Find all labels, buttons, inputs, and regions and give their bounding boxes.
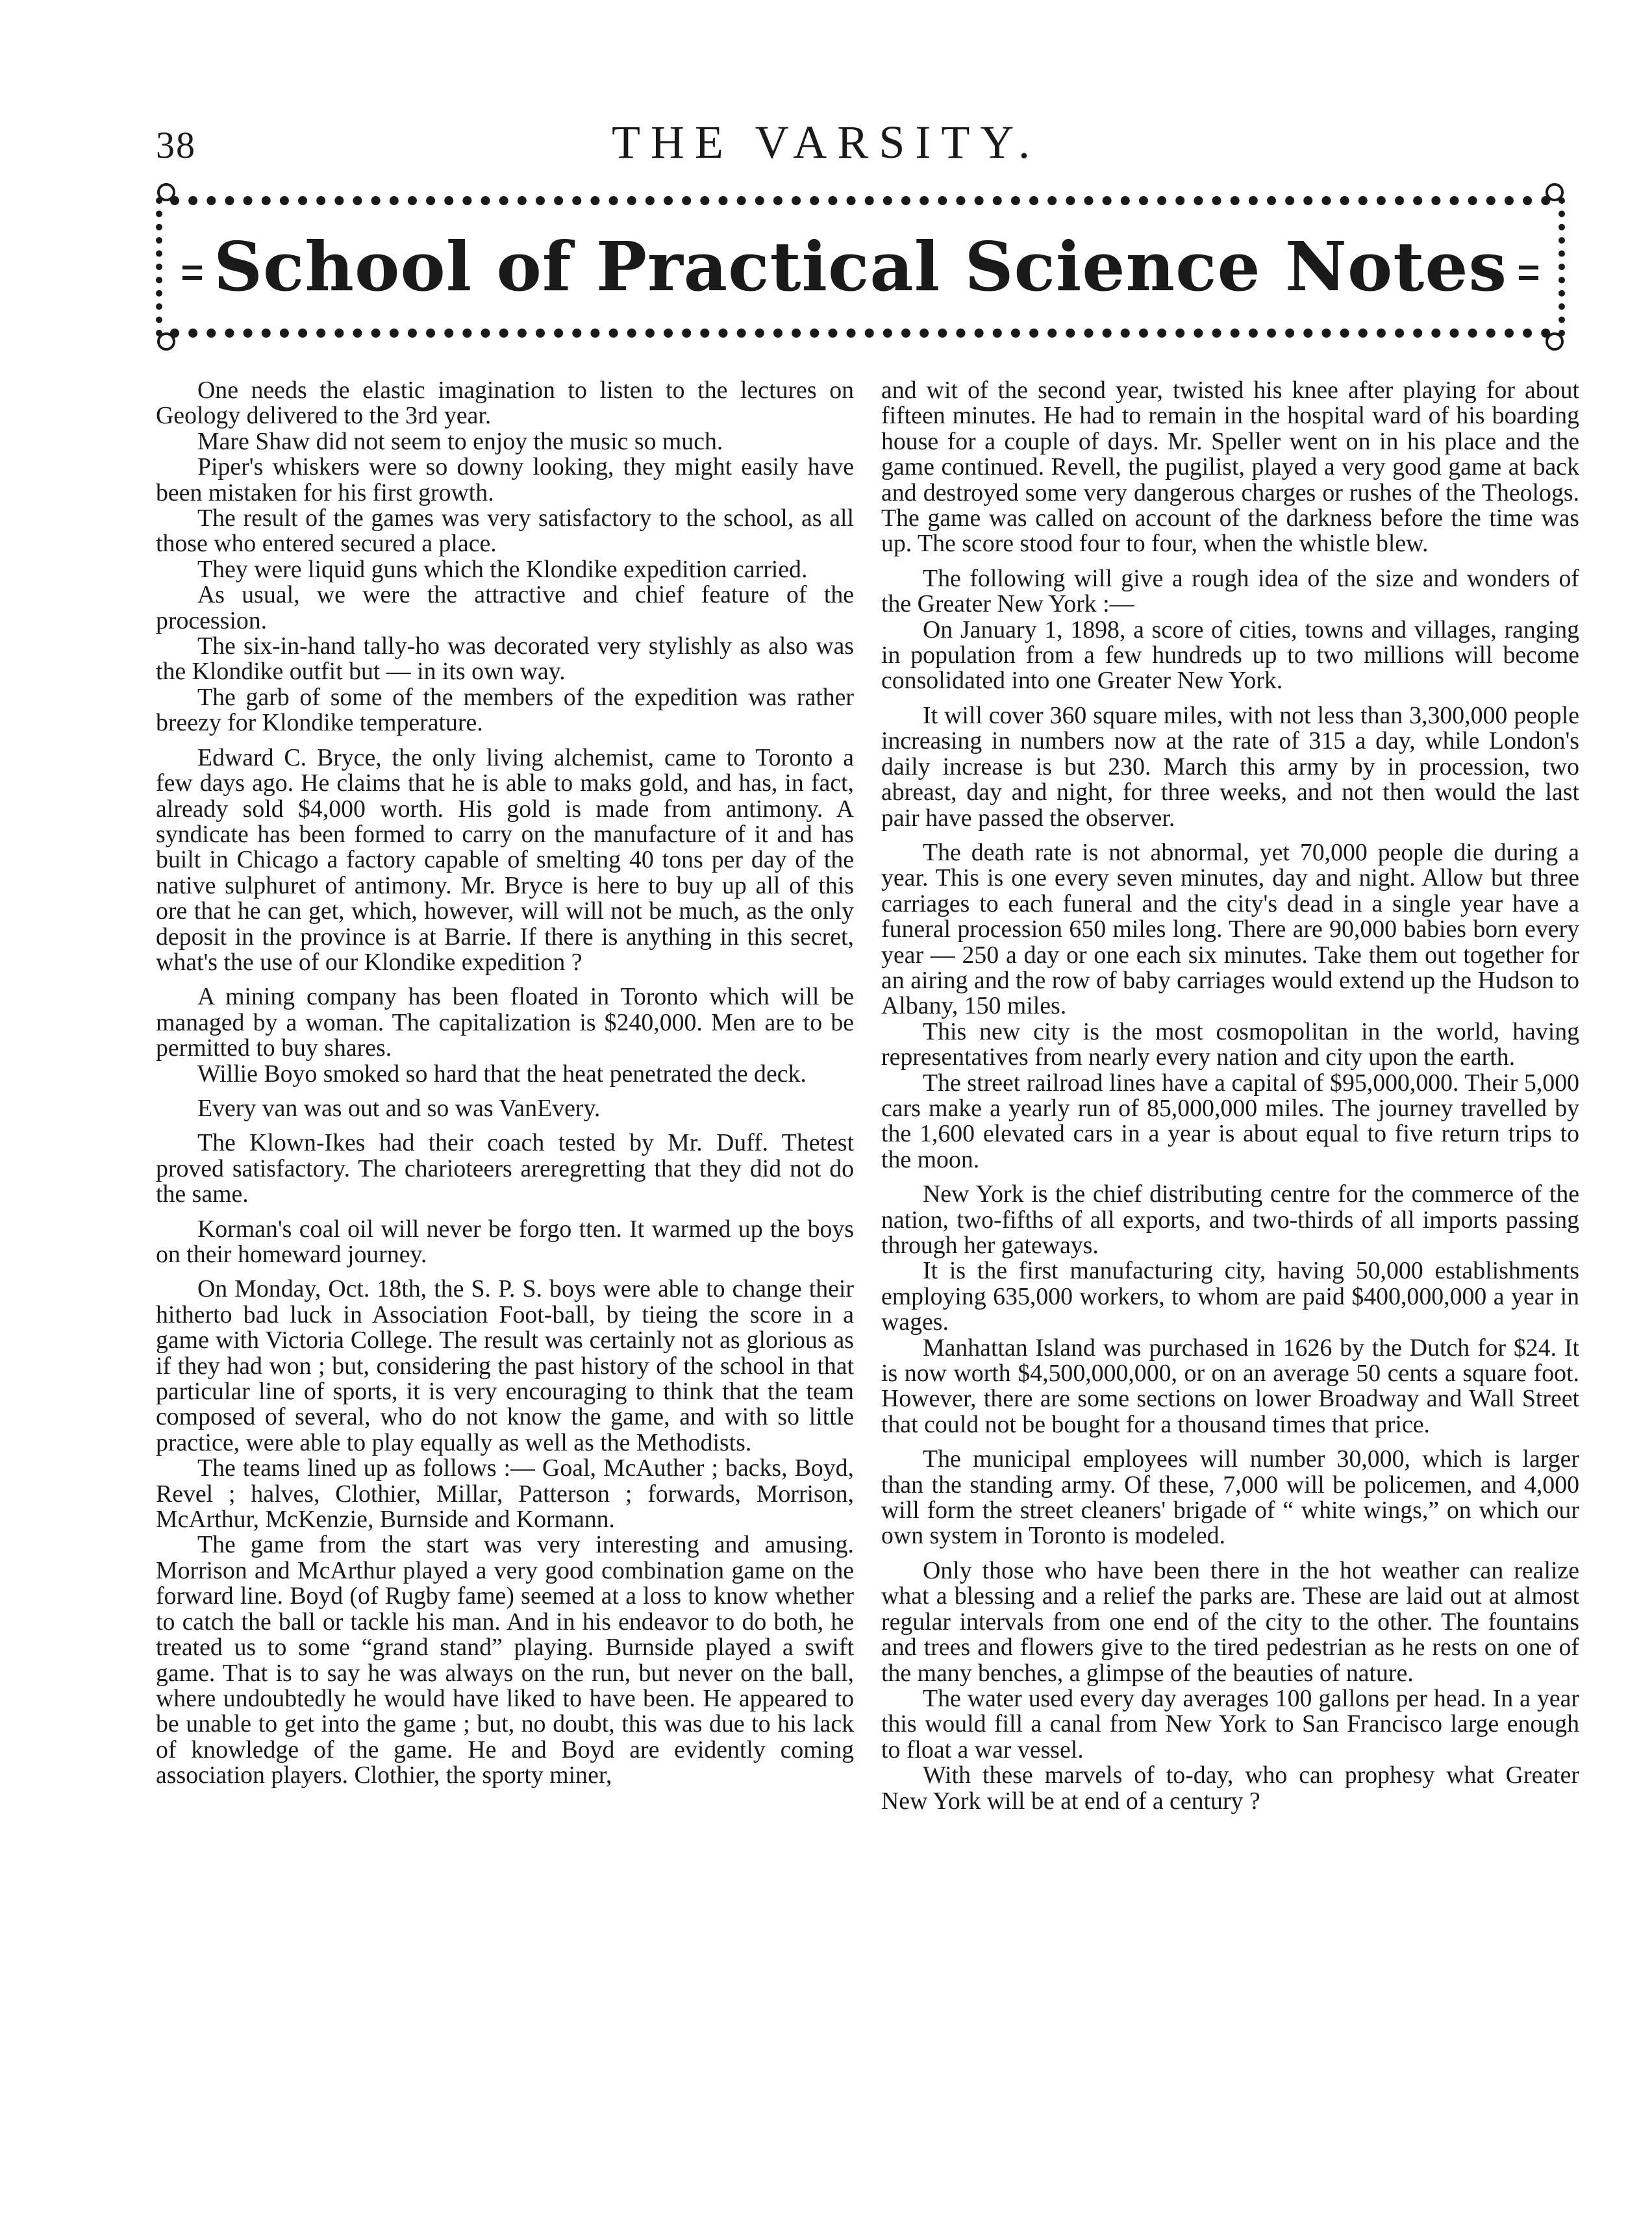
page-number: 38 (156, 124, 196, 166)
paragraph: Every van was out and so was VanEvery. (197, 1094, 601, 1122)
paragraph: It will cover 360 square miles, with not less than 3,300,000 people increasing in numbers now at the rate of 315 a day, while London's daily increase is but 230. March this army by in procession, two abreast, day and night, for three weeks, and not then would the last pair have passed the observer. (881, 701, 1579, 832)
paragraph: On January 1, 1898, a score of cities, towns and villages, ranging in population from a few hundreds up to two millions will become consolidated into one Greater New York. (881, 616, 1579, 695)
banner-corner-ornament (157, 183, 175, 201)
banner-corner-ornament (157, 332, 175, 351)
paragraph: Edward C. Bryce, the only living alchemist, came to Toronto a few days ago. He claims that he is able to maks gold, and has, in fact, already sold $4,000 worth. His gold is made from antimony. A syndicate has been formed to carry on the manufacture of it and has built in Chicago a factory capable of smelting 40 tons per day of the native sulphuret of antimony. Mr. Bryce is here to buy up all of this ore that he can get, which, however, will will not be much, as the only deposit in the province is at Barrie. If there is anything in this secret, what's the use of our Klondike expedition ? (156, 743, 854, 976)
banner-dash-ornament (182, 266, 202, 280)
paragraph: The game from the start was very interesting and amusing. Morrison and McArthur played a very good combination game on the forward line. Boyd (of Rugby fame) seemed at a loss to know whether to catch the ball or tackle his man. And in his endeavor to do both, he treated us to some “grand stand” playing. Burnside played a swift game. That is to say he was always on the run, but never on the ball, where undoubtedly he would have liked to have been. He appeared to be unable to get into the game ; but, no doubt, this was due to his lack of knowledge of the game. He and Boyd are evidently coming association players. Clothier, the sporty miner, (156, 1531, 854, 1789)
paragraph: This new city is the most cosmopolitan in the world, having representatives from nearly every nation and city upon the earth. (881, 1017, 1579, 1071)
paragraph: The teams lined up as follows :— Goal, McAuther ; backs, Boyd, Revel ; halves, Clothier, Millar, Patterson ; forwards, Morrison, McArthur, McKenzie, Burnside and Kormann. (156, 1454, 854, 1534)
left-column (156, 378, 854, 1789)
section-title: School of Practical Science Notes (213, 227, 1508, 306)
paragraph: and wit of the second year, twisted his knee after playing for about fifteen minutes. He had to remain in the hospital ward of his boarding house for a couple of days. Mr. Speller went on in his place and the game continued. Revell, the pugilist, played a very good game at back and destroyed some very dangerous charges or rushes of the Theologs. The game was called on account of the darkness before the time was up. The score stood four to four, when the whistle blew. (881, 377, 1579, 558)
paragraph: Piper's whiskers were so downy looking, they might easily have been mistaken for his first growth. (156, 453, 854, 506)
running-title: THE VARSITY. (611, 116, 1041, 168)
paragraph: It is the first manufacturing city, having 50,000 establishments employing 635,000 workers, to whom are paid $400,000,000 a year in wages. (881, 1257, 1579, 1336)
paragraph: The result of the games was very satisfactory to the school, as all those who entered secured a place. (156, 504, 854, 558)
paragraph: One needs the elastic imagination to listen to the lectures on Geology delivered to the 3rd year. (156, 377, 854, 430)
banner-corner-ornament (1546, 332, 1564, 351)
paragraph: Mare Shaw did not seem to enjoy the music so much. (197, 427, 723, 455)
paragraph: The municipal employees will number 30,000, which is larger than the standing army. Of these, 7,000 will be policemen, and 4,000 will form the street cleaners' brigade of “ white wings,” on which our own system in Toronto is modeled. (881, 1445, 1579, 1550)
paragraph: Korman's coal oil will never be forgo tten. It warmed up the boys on their homeward journey. (156, 1215, 854, 1268)
paragraph: The six-in-hand tally-ho was decorated very stylishly as also was the Klondike outfit but — in its own way. (156, 632, 854, 686)
paragraph: New York is the chief distributing centre for the commerce of the nation, two-fifths of all exports, and two-thirds of all imports passing through her gateways. (881, 1180, 1579, 1259)
paragraph: The Klown-Ikes had their coach tested by Mr. Duff. Thetest proved satisfactory. The charioteers areregretting that they did not do the same. (156, 1129, 854, 1208)
paragraph: With these marvels of to-day, who can prophesy what Greater New York will be at end of a century ? (881, 1762, 1579, 1815)
paragraph: They were liquid guns which the Klondike expedition carried. (197, 555, 808, 583)
right-column (881, 378, 1579, 1814)
paragraph: The death rate is not abnormal, yet 70,000 people die during a year. This is one every seven minutes, day and night. Allow but three carriages to each funeral and the city's dead in a single year have a funeral procession 650 miles long. There are 90,000 babies born every year — 250 a day or one each six minutes. Take them out together for an airing and the row of baby carriages would extend up the Hudson to Albany, 150 miles. (881, 838, 1579, 1020)
paragraph: A mining company has been floated in Toronto which will be managed by a woman. The capitalization is $240,000. Men are to be permitted to buy shares. (156, 983, 854, 1062)
banner-dash-ornament (1519, 266, 1538, 280)
paragraph: Willie Boyo smoked so hard that the heat penetrated the deck. (197, 1060, 807, 1088)
paragraph: The street railroad lines have a capital of $95,000,000. Their 5,000 cars make a yearly run of 85,000,000 miles. The journey travelled by the 1,600 elevated cars in a year is about equal to five return trips to the moon. (881, 1069, 1579, 1173)
paragraph: As usual, we were the attractive and chief feature of the procession. (156, 581, 854, 634)
section-banner (156, 182, 1565, 352)
banner-corner-ornament (1546, 183, 1564, 201)
paragraph: The water used every day averages 100 gallons per head. In a year this would fill a canal from New York to San Francisco large enough to float a war vessel. (881, 1684, 1579, 1763)
paragraph: The garb of some of the members of the expedition was rather breezy for Klondike temperature. (156, 683, 854, 737)
paragraph: The following will give a rough idea of the size and wonders of the Greater New York :— (881, 564, 1579, 618)
paragraph: On Monday, Oct. 18th, the S. P. S. boys were able to change their hitherto bad luck in Association Foot-ball, by tieing the score in a game with Victoria College. The result was certainly not as glorious as if they had won ; but, considering the past history of the school in that particular line of sports, it is very encouraging to think that the team composed of several, who do not know the game, and with so little practice, were able to play equally as well as the Methodists. (156, 1275, 854, 1456)
paragraph: Only those who have been there in the hot weather can realize what a blessing and a relief the parks are. These are laid out at almost regular intervals from one end of the city to the other. The fountains and trees and flowers give to the tired pedestrian as he rests on one of the many benches, a glimpse of the beauties of nature. (881, 1556, 1579, 1687)
paragraph: Manhattan Island was purchased in 1626 by the Dutch for $24. It is now worth $4,500,000,000, or on an average 50 cents a square foot. However, there are some sections on lower Broadway and Wall Street that could not be bought for a thousand times that price. (881, 1334, 1579, 1438)
